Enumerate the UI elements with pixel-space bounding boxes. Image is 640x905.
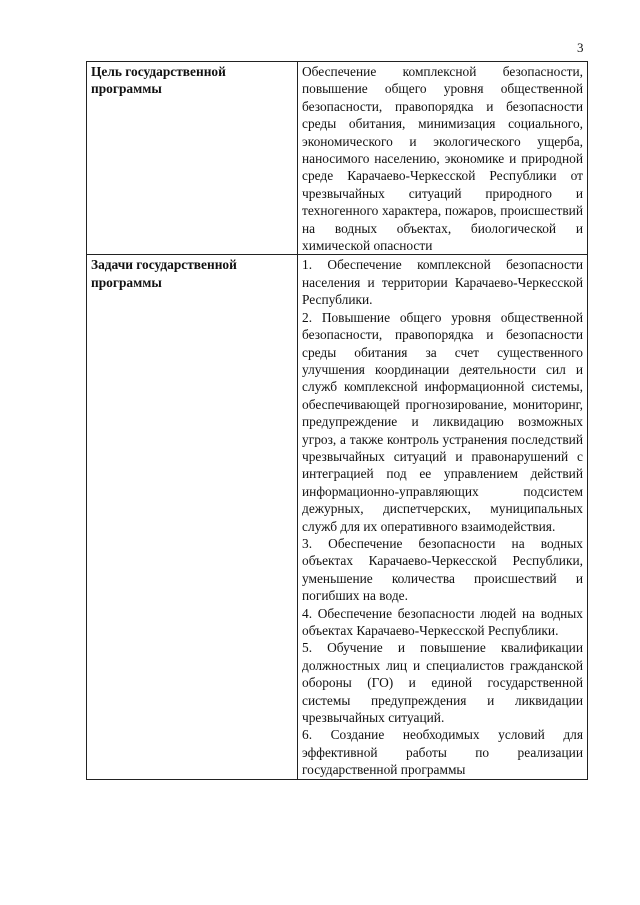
- page-number: 3: [577, 40, 584, 55]
- task-item: 6. Создание необходимых условий для эффективной работы по реализации государственной программы: [302, 727, 583, 778]
- tasks-label-cell: [87, 255, 298, 779]
- goal-text: Обеспечение комплексной безопасности, повышение общего уровня общественной безопасности, правопорядка и безопасности среды обитания, минимизация социального, экономического и экологического ущерба, наносимого населению, экономике и природной среде Карачаево-Черкесской Республики от чрезвычайных ситуаций природного и техногенного характера, пожаров, происшествий на водных объектах, биологической и химической опасности: [302, 64, 583, 254]
- goal-row: [87, 62, 588, 255]
- goal-label-cell: [87, 62, 298, 255]
- goal-label: Цель государственной программы: [91, 64, 226, 97]
- task-item: 3. Обеспечение безопасности на водных объектах Карачаево-Черкесской Республики, уменьшение количества происшествий и погибших на воде.: [302, 535, 583, 604]
- tasks-list-cell: [298, 255, 588, 779]
- goal-text-cell: [298, 62, 588, 255]
- task-item: 4. Обеспечение безопасности людей на водных объектах Карачаево-Черкесской Республики.: [302, 605, 583, 638]
- tasks-label: Задачи государственной программы: [91, 257, 237, 290]
- task-item: 2. Повышение общего уровня общественной безопасности, правопорядка и безопасности среды обитания за счет существенного улучшения координации деятельности сил и служб комплексной информационной системы, обеспечивающей прогнозирование, мониторинг, предупреждение и ликвидацию возможных угроз, а также контроль устранения последствий чрезвычайных ситуаций и правонарушений с интеграцией под ее управлением действий информационно-управляющих подсистем дежурных, диспетчерских, муниципальных служб для их оперативного взаимодействия.: [302, 309, 583, 534]
- task-item: 5. Обучение и повышение квалификации должностных лиц и специалистов гражданской обороны (ГО) и единой государственной системы предупреждения и ликвидации чрезвычайных ситуаций.: [302, 640, 583, 726]
- tasks-row: [87, 255, 588, 779]
- task-item: 1. Обеспечение комплексной безопасности населения и территории Карачаево-Черкесской Республики.: [302, 257, 583, 308]
- program-passport-table: [86, 61, 588, 780]
